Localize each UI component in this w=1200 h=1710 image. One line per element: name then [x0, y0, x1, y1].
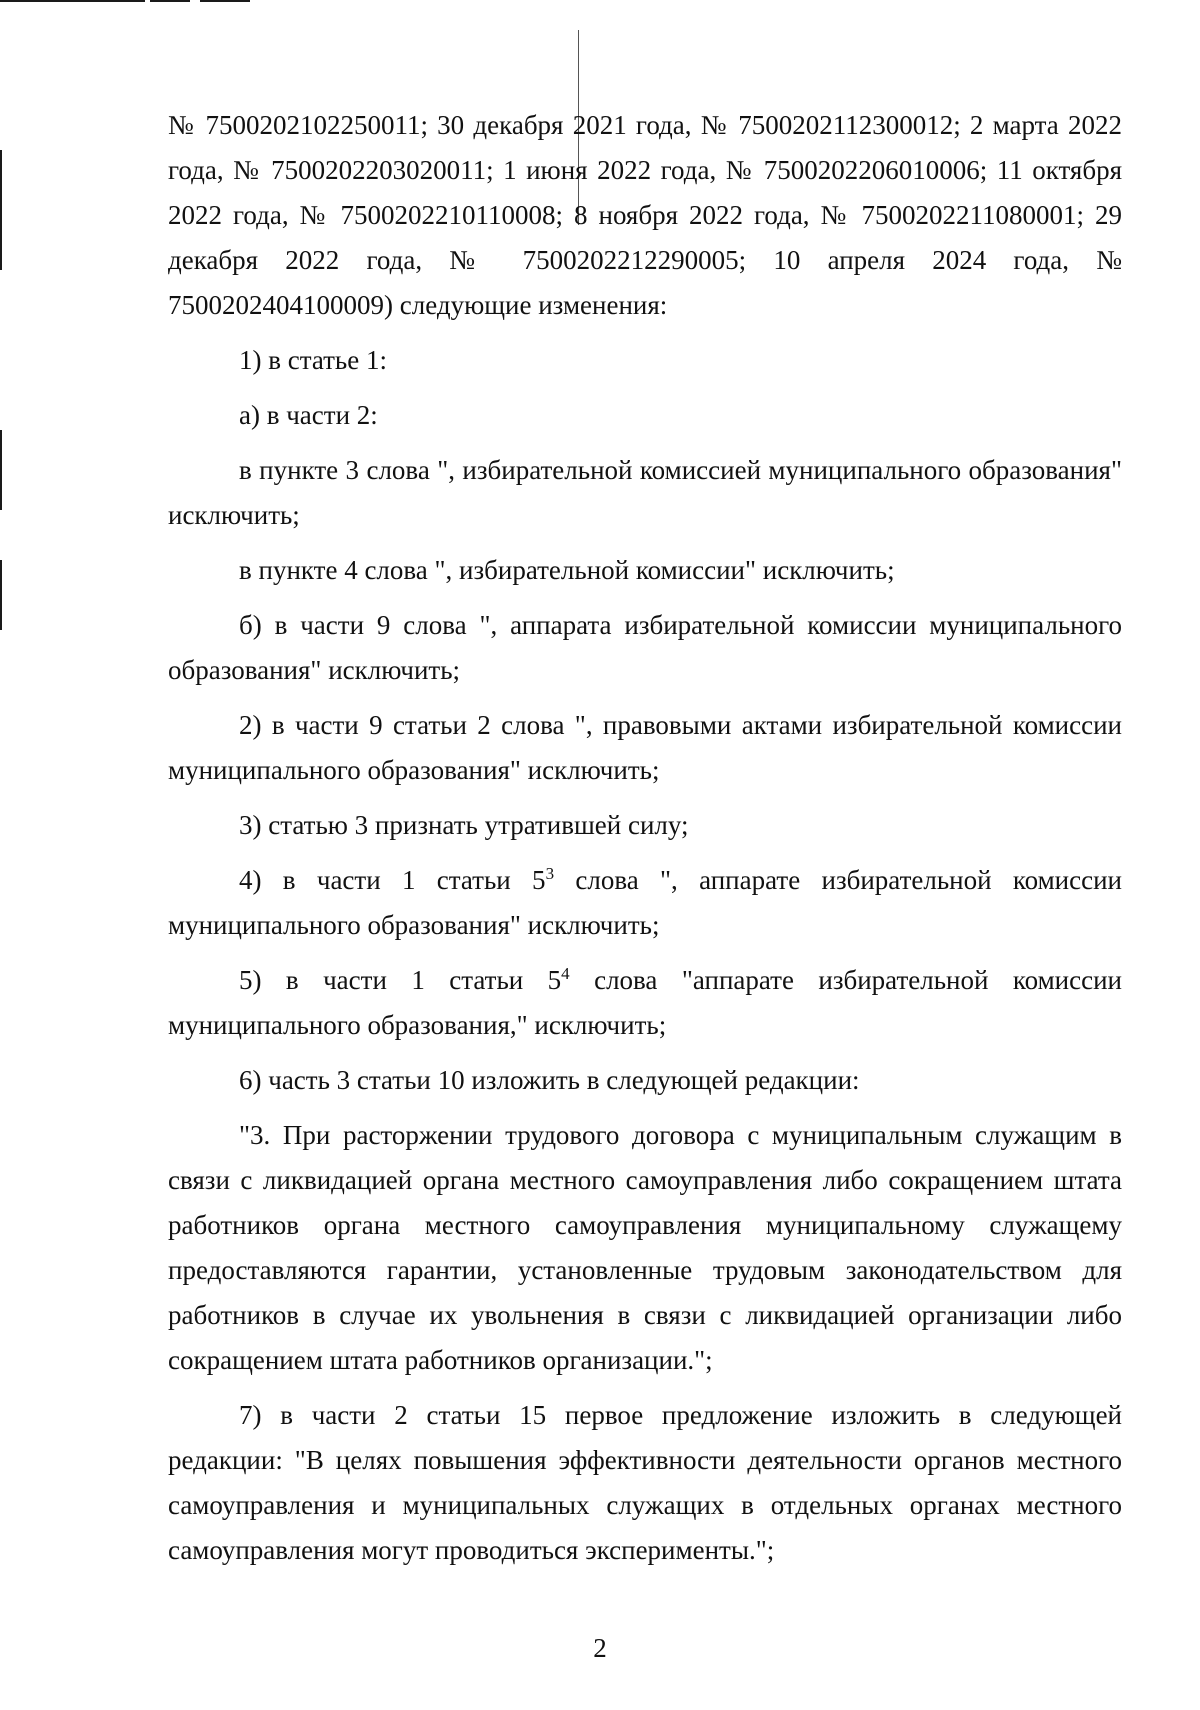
- paragraph-item-4-start: 4) в части 1 статьи 5: [239, 865, 546, 895]
- paragraph-item-1a-point-3: в пункте 3 слова ", избирательной комиссией муниципального образования" исключить;: [168, 455, 1122, 530]
- scan-edge-mark-left-2: [0, 430, 2, 510]
- scan-edge-mark-left-3: [0, 560, 2, 630]
- paragraph-item-7: 7) в части 2 статьи 15 первое предложение изложить в следующей редакции: "В целях повышения эффективности деятельности органов местного самоуправления и муниципальных служащих в отдельных органах местного самоуправления могут проводиться эксперименты.";: [168, 1400, 1122, 1565]
- paragraph-item-5: [168, 958, 1122, 1048]
- paragraph-item-6: 6) часть 3 статьи 10 изложить в следующей редакции:: [239, 1065, 860, 1095]
- page-number: 2: [593, 1633, 607, 1663]
- paragraph-item-5-end: слова "аппарате избирательной комиссии муниципального образования," исключить;: [168, 965, 1123, 1040]
- paragraph-item-1a-point-4: в пункте 4 слова ", избирательной комиссии" исключить;: [239, 555, 895, 585]
- scan-edge-mark-top: [0, 0, 145, 2]
- paragraph-item-4: [168, 858, 1122, 948]
- paragraph-item-2: 2) в части 9 статьи 2 слова ", правовыми актами избирательной комиссии муниципального образования" исключить;: [168, 710, 1122, 785]
- paragraph-item-1b: б) в части 9 слова ", аппарата избирательной комиссии муниципального образования" исключить;: [168, 610, 1122, 685]
- article-superscript: 3: [545, 864, 555, 883]
- document-body: [168, 103, 1122, 1583]
- paragraph-item-5-start: 5) в части 1 статьи 5: [239, 965, 562, 995]
- paragraph-item-1a: а) в части 2:: [239, 400, 378, 430]
- paragraph-continuation: № 7500202102250011; 30 декабря 2021 года, № 7500202112300012; 2 марта 2022 года, № 7500202203020011; 1 июня 2022 года, № 7500202206010006; 11 октября 2022 года, № 7500202210110008; 8 ноября 2022 года, № 7500202211080001; 29 декабря 2022 года, № 7500202212290005; 10 апреля 2024 года, № 7500202404100009) следующие изменения:: [168, 110, 1122, 320]
- paragraph-item-1: 1) в статье 1:: [239, 345, 387, 375]
- paragraph-item-6-quote: "3. При расторжении трудового договора с муниципальным служащим в связи с ликвидацией органа местного самоуправления либо сокращением штата работников органа местного самоуправления муниципальному служащему предоставляются гарантии, установленные трудовым законодательством для работников в случае их увольнения в связи с ликвидацией организации либо сокращением штата работников организации.";: [168, 1120, 1122, 1375]
- article-superscript: 4: [561, 964, 570, 983]
- scan-edge-mark-left-1: [0, 150, 2, 270]
- paragraph-item-4-end: слова ", аппарате избирательной комиссии муниципального образования" исключить;: [168, 865, 1122, 940]
- paragraph-item-3: 3) статью 3 признать утратившей силу;: [239, 810, 689, 840]
- scan-edge-mark-top-3: [200, 0, 250, 2]
- scan-edge-mark-top-2: [150, 0, 190, 2]
